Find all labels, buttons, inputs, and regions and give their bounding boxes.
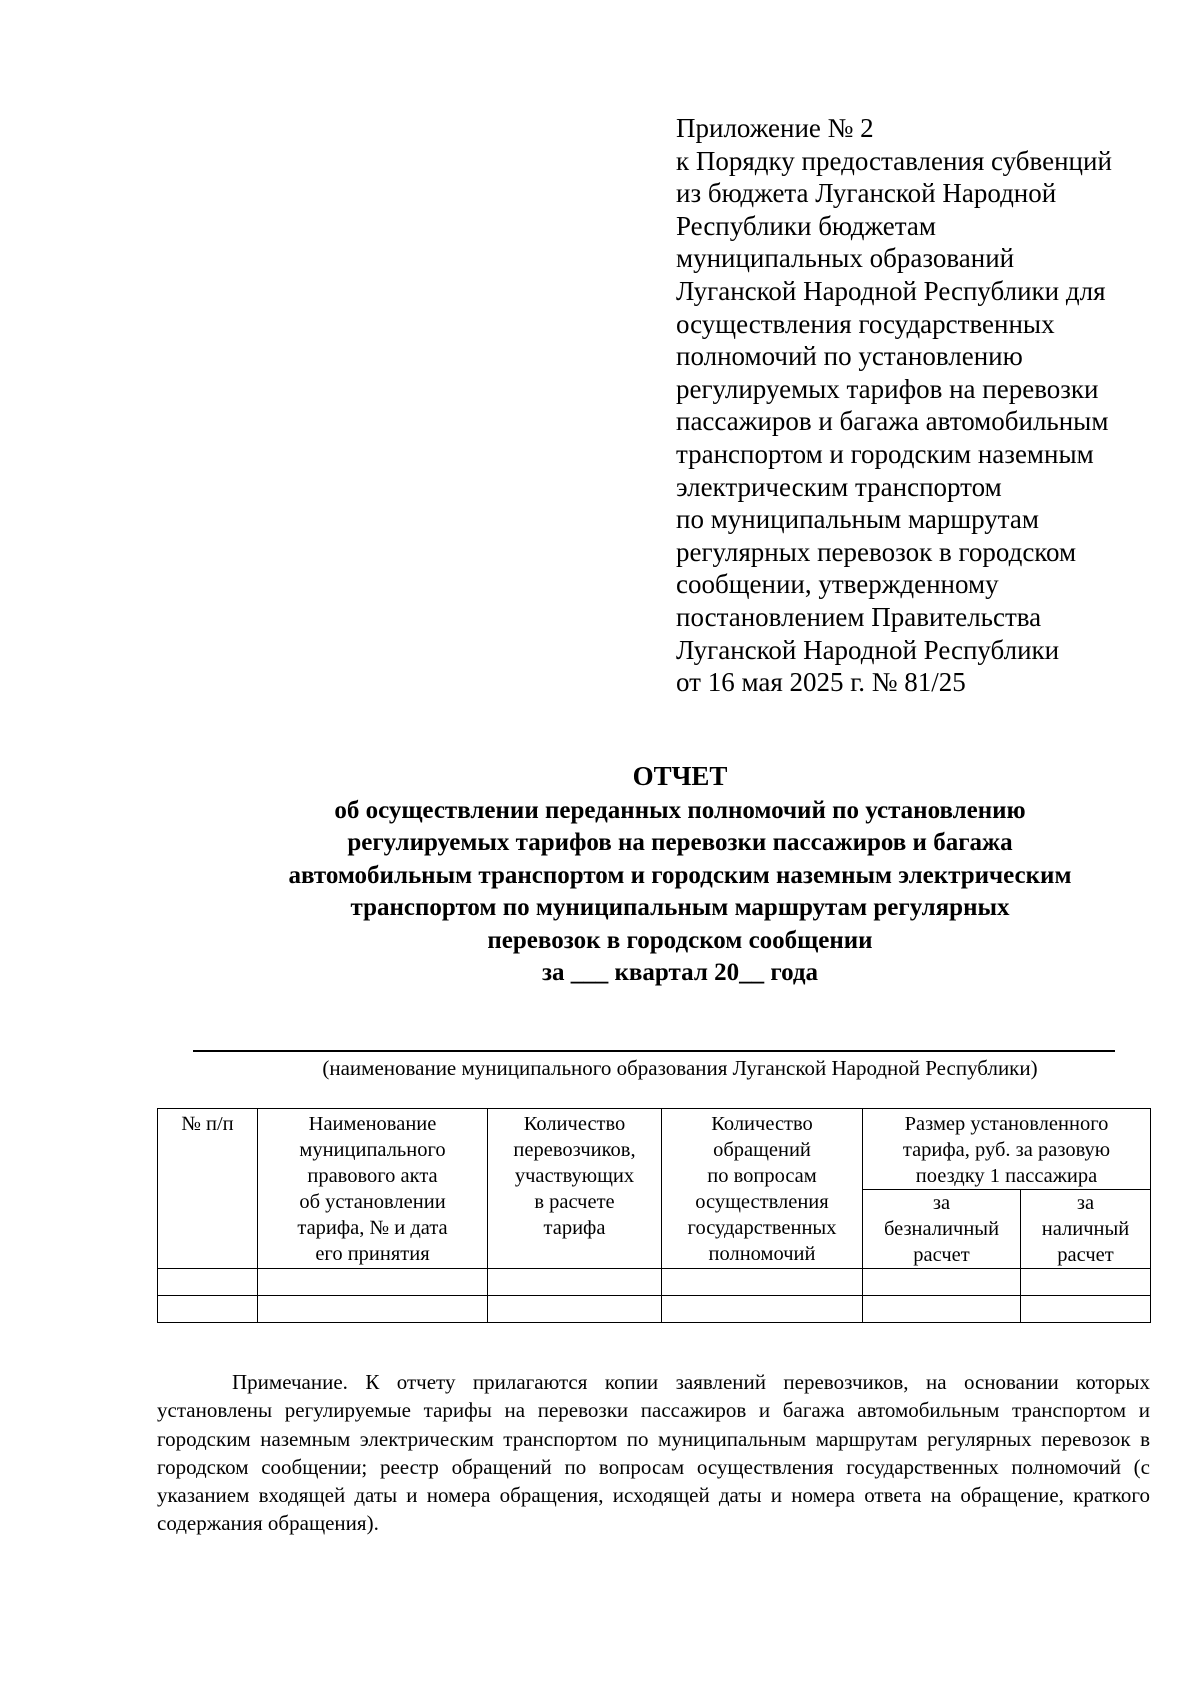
- table-cell: [258, 1296, 488, 1323]
- appendix-line: регулярных перевозок в городском: [676, 536, 1077, 567]
- report-period-line: за ___ квартал 20__ года: [541, 959, 818, 986]
- table-cell: [662, 1296, 863, 1323]
- table-row: [158, 1296, 1151, 1323]
- appendix-header: [676, 112, 1156, 699]
- appendix-line: к Порядку предоставления субвенций: [676, 145, 1112, 176]
- note-section: [157, 1368, 1150, 1538]
- table-cell: [1021, 1269, 1151, 1296]
- header-tariff-size: Размер установленного тарифа, руб. за разовую поездку 1 пассажира: [863, 1109, 1151, 1190]
- appendix-line: Республики бюджетам: [676, 210, 936, 241]
- municipality-caption: (наименование муниципального образования Луганской Народной Республики): [322, 1056, 1038, 1080]
- table-cell: [158, 1269, 258, 1296]
- table-cell: [1021, 1296, 1151, 1323]
- header-carriers-count: Количество перевозчиков, участвующих в расчете тарифа: [488, 1109, 662, 1269]
- appendix-line: пассажиров и багажа автомобильным: [676, 406, 1109, 437]
- table-cell: [158, 1296, 258, 1323]
- header-cash: за наличный расчет: [1021, 1190, 1151, 1269]
- table-cell: [863, 1269, 1021, 1296]
- appendix-line: регулируемых тарифов на перевозки: [676, 373, 1099, 404]
- appendix-line: транспортом и городским наземным: [676, 438, 1094, 469]
- note-text: Примечание. К отчету прилагаются копии заявлений перевозчиков, на основании которых установлены регулируемые тарифы на перевозки пассажиров и багажа автомобильным транспортом и городским наземным электрическим транспортом по муниципальным маршрутам регулярных перевозок в городском сообщении; реестр обращений по вопросам осуществления государственных полномочий (с указанием входящей даты и номера обращения, исходящей даты и номера ответа на обращение, краткого содержания обращения).: [157, 1370, 1150, 1536]
- municipality-fill-line: [193, 1050, 1115, 1052]
- report-title: [100, 760, 1200, 990]
- report-title-line: регулируемых тарифов на перевозки пассажиров и багажа: [347, 829, 1013, 856]
- appendix-line: из бюджета Луганской Народной: [676, 178, 1057, 209]
- appendix-line: по муниципальным маршрутам: [676, 504, 1039, 535]
- header-number: № п/п: [158, 1109, 258, 1269]
- table-cell: [488, 1269, 662, 1296]
- table-row: [158, 1269, 1151, 1296]
- header-legal-act: Наименование муниципального правового акта об установлении тарифа, № и дата его принятия: [258, 1109, 488, 1269]
- report-title-line: транспортом по муниципальным маршрутам регулярных: [350, 894, 1010, 921]
- report-heading: ОТЧЕТ: [632, 761, 728, 791]
- appendix-line: Луганской Народной Республики для: [676, 275, 1106, 306]
- appendix-line: осуществления государственных: [676, 308, 1055, 339]
- header-appeals-count: Количество обращений по вопросам осуществления государственных полномочий: [662, 1109, 863, 1269]
- table-cell: [258, 1269, 488, 1296]
- appendix-line: полномочий по установлению: [676, 341, 1023, 372]
- table-cell: [662, 1269, 863, 1296]
- report-title-line: об осуществлении переданных полномочий по установлению: [334, 796, 1026, 824]
- appendix-line: Приложение № 2: [676, 113, 874, 143]
- table-cell: [863, 1296, 1021, 1323]
- appendix-line: муниципальных образований: [676, 243, 1015, 274]
- report-title-line: перевозок в городском сообщении: [487, 926, 873, 954]
- appendix-line: электрическим транспортом: [676, 471, 1002, 502]
- appendix-line: сообщении, утвержденному: [676, 569, 999, 600]
- appendix-line: от 16 мая 2025 г. № 81/25: [676, 667, 966, 698]
- report-table: [157, 1108, 1151, 1323]
- appendix-line: Луганской Народной Республики: [676, 634, 1060, 665]
- header-cashless: за безналичный расчет: [863, 1190, 1021, 1269]
- report-title-line: автомобильным транспортом и городским наземным электрическим: [288, 861, 1072, 889]
- appendix-line: постановлением Правительства: [676, 601, 1042, 632]
- table-cell: [488, 1296, 662, 1323]
